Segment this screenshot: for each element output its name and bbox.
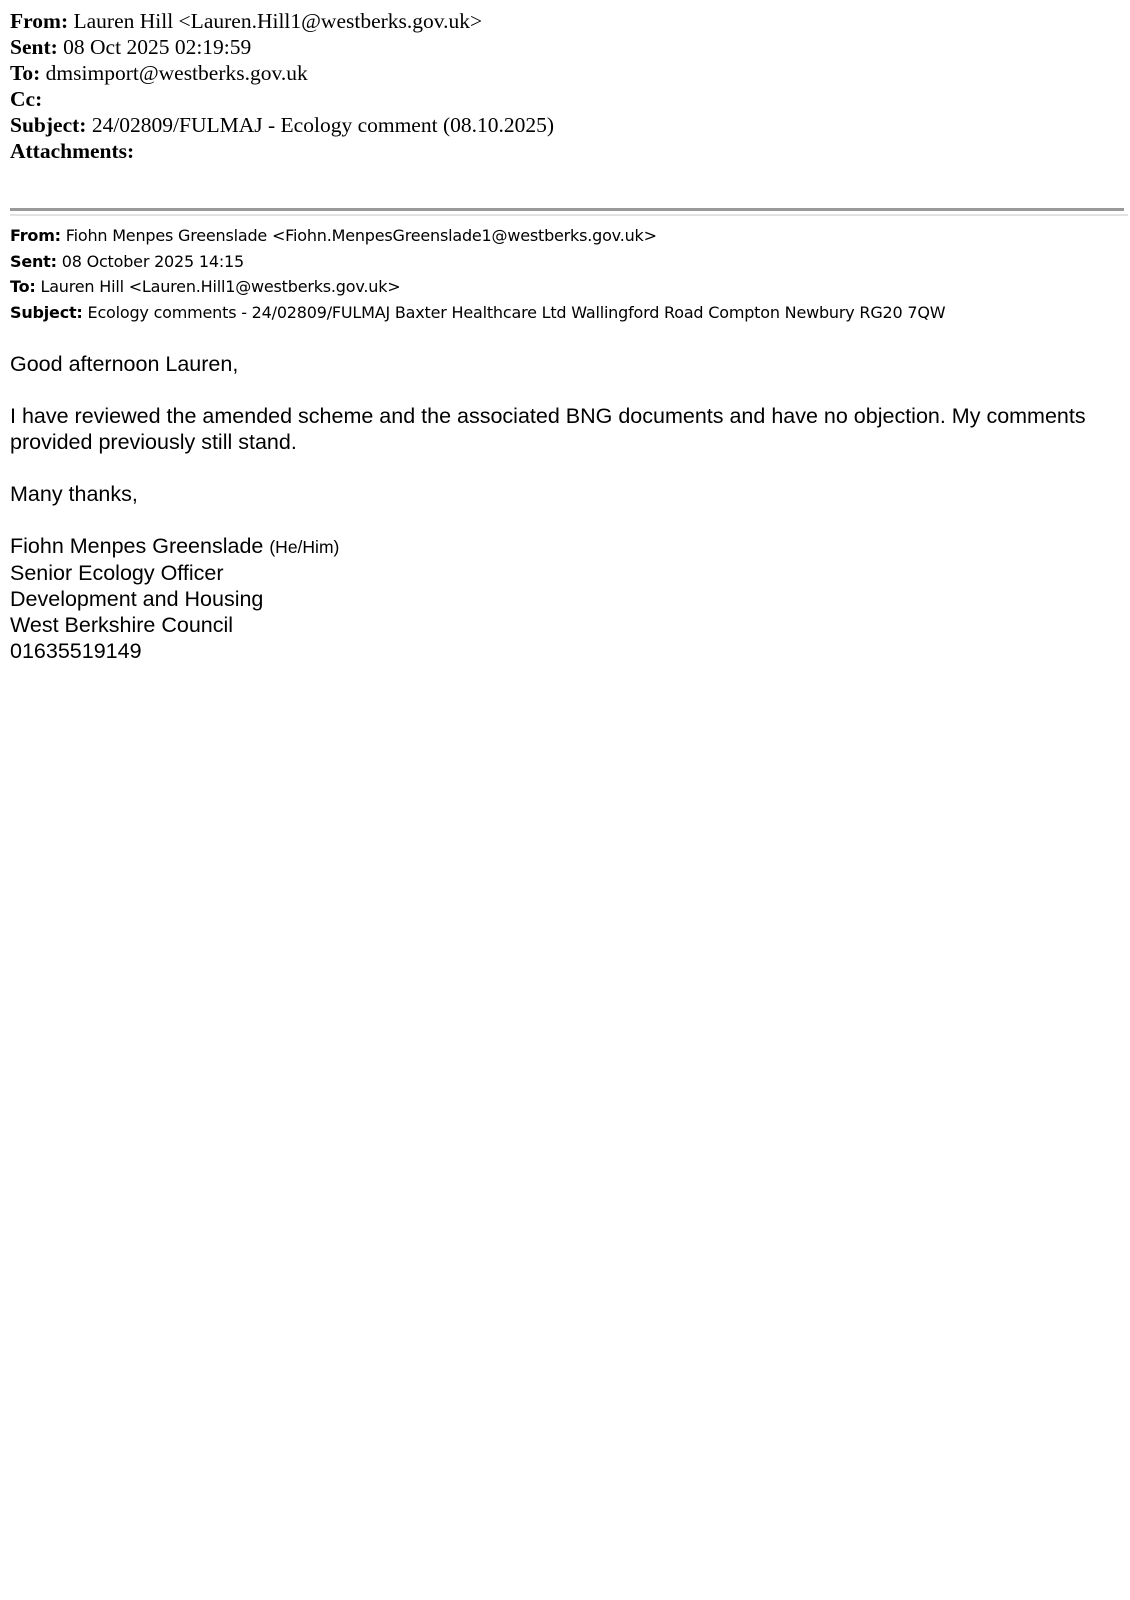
outer-sent-value: 08 Oct 2025 02:19:59 xyxy=(63,35,252,59)
header-divider-shadow xyxy=(10,214,1128,216)
outer-subject-value: 24/02809/FULMAJ - Ecology comment (08.10.2025) xyxy=(91,113,555,137)
outer-to-value: dmsimport@westberks.gov.uk xyxy=(45,61,308,85)
outer-sent-row xyxy=(10,34,1110,60)
inner-sent-label: Sent: xyxy=(10,251,57,271)
forwarded-email-header xyxy=(10,8,1110,164)
inner-subject-label: Subject: xyxy=(10,302,83,322)
header-divider xyxy=(10,208,1124,211)
outer-cc-row xyxy=(10,86,1110,112)
signature-name: Fiohn Menpes Greenslade xyxy=(10,534,264,558)
greeting: Good afternoon Lauren, xyxy=(10,352,239,376)
body-paragraph: I have reviewed the amended scheme and the associated BNG documents and have no objection. My comments provided previously still stand. xyxy=(10,404,1086,454)
signature-organisation: West Berkshire Council xyxy=(10,613,234,637)
inner-from-label: From: xyxy=(10,226,61,245)
outer-sent-label: Sent: xyxy=(10,35,58,59)
outer-attachments-label: Attachments: xyxy=(10,139,135,163)
inner-sent-row xyxy=(10,249,1120,275)
outer-subject-row xyxy=(10,112,1110,138)
email-signature xyxy=(10,533,1110,664)
inner-from-value: Fiohn Menpes Greenslade <Fiohn.MenpesGreenslade1@westberks.gov.uk> xyxy=(65,226,657,245)
outer-from-label: From: xyxy=(10,9,69,33)
inner-subject-value: Ecology comments - 24/02809/FULMAJ Baxter Healthcare Ltd Wallingford Road Compton Newbury RG20 7QW xyxy=(87,302,946,322)
outer-from-row xyxy=(10,8,1110,34)
signature-title: Senior Ecology Officer xyxy=(10,561,224,585)
outer-subject-label: Subject: xyxy=(10,113,87,137)
closing: Many thanks, xyxy=(10,482,138,506)
signature-pronouns: (He/Him) xyxy=(269,537,340,557)
signature-name-line xyxy=(10,533,1110,560)
outer-attachments-row xyxy=(10,138,1110,164)
original-email-header xyxy=(10,223,1120,325)
email-body xyxy=(10,351,1110,664)
inner-to-row xyxy=(10,274,1120,300)
inner-to-label: To: xyxy=(10,277,36,296)
signature-department: Development and Housing xyxy=(10,587,264,611)
outer-from-value: Lauren Hill <Lauren.Hill1@westberks.gov.uk> xyxy=(73,9,483,33)
inner-subject-row xyxy=(10,300,1120,326)
inner-from-row xyxy=(10,223,1120,249)
outer-cc-label: Cc: xyxy=(10,87,43,111)
inner-to-value: Lauren Hill <Lauren.Hill1@westberks.gov.uk> xyxy=(40,277,401,296)
signature-phone: 01635519149 xyxy=(10,639,142,663)
outer-to-label: To: xyxy=(10,61,41,85)
paragraph-spacer xyxy=(10,377,1110,403)
outer-to-row xyxy=(10,60,1110,86)
paragraph-spacer xyxy=(10,507,1110,533)
inner-sent-value: 08 October 2025 14:15 xyxy=(61,251,244,271)
paragraph-spacer xyxy=(10,455,1110,481)
